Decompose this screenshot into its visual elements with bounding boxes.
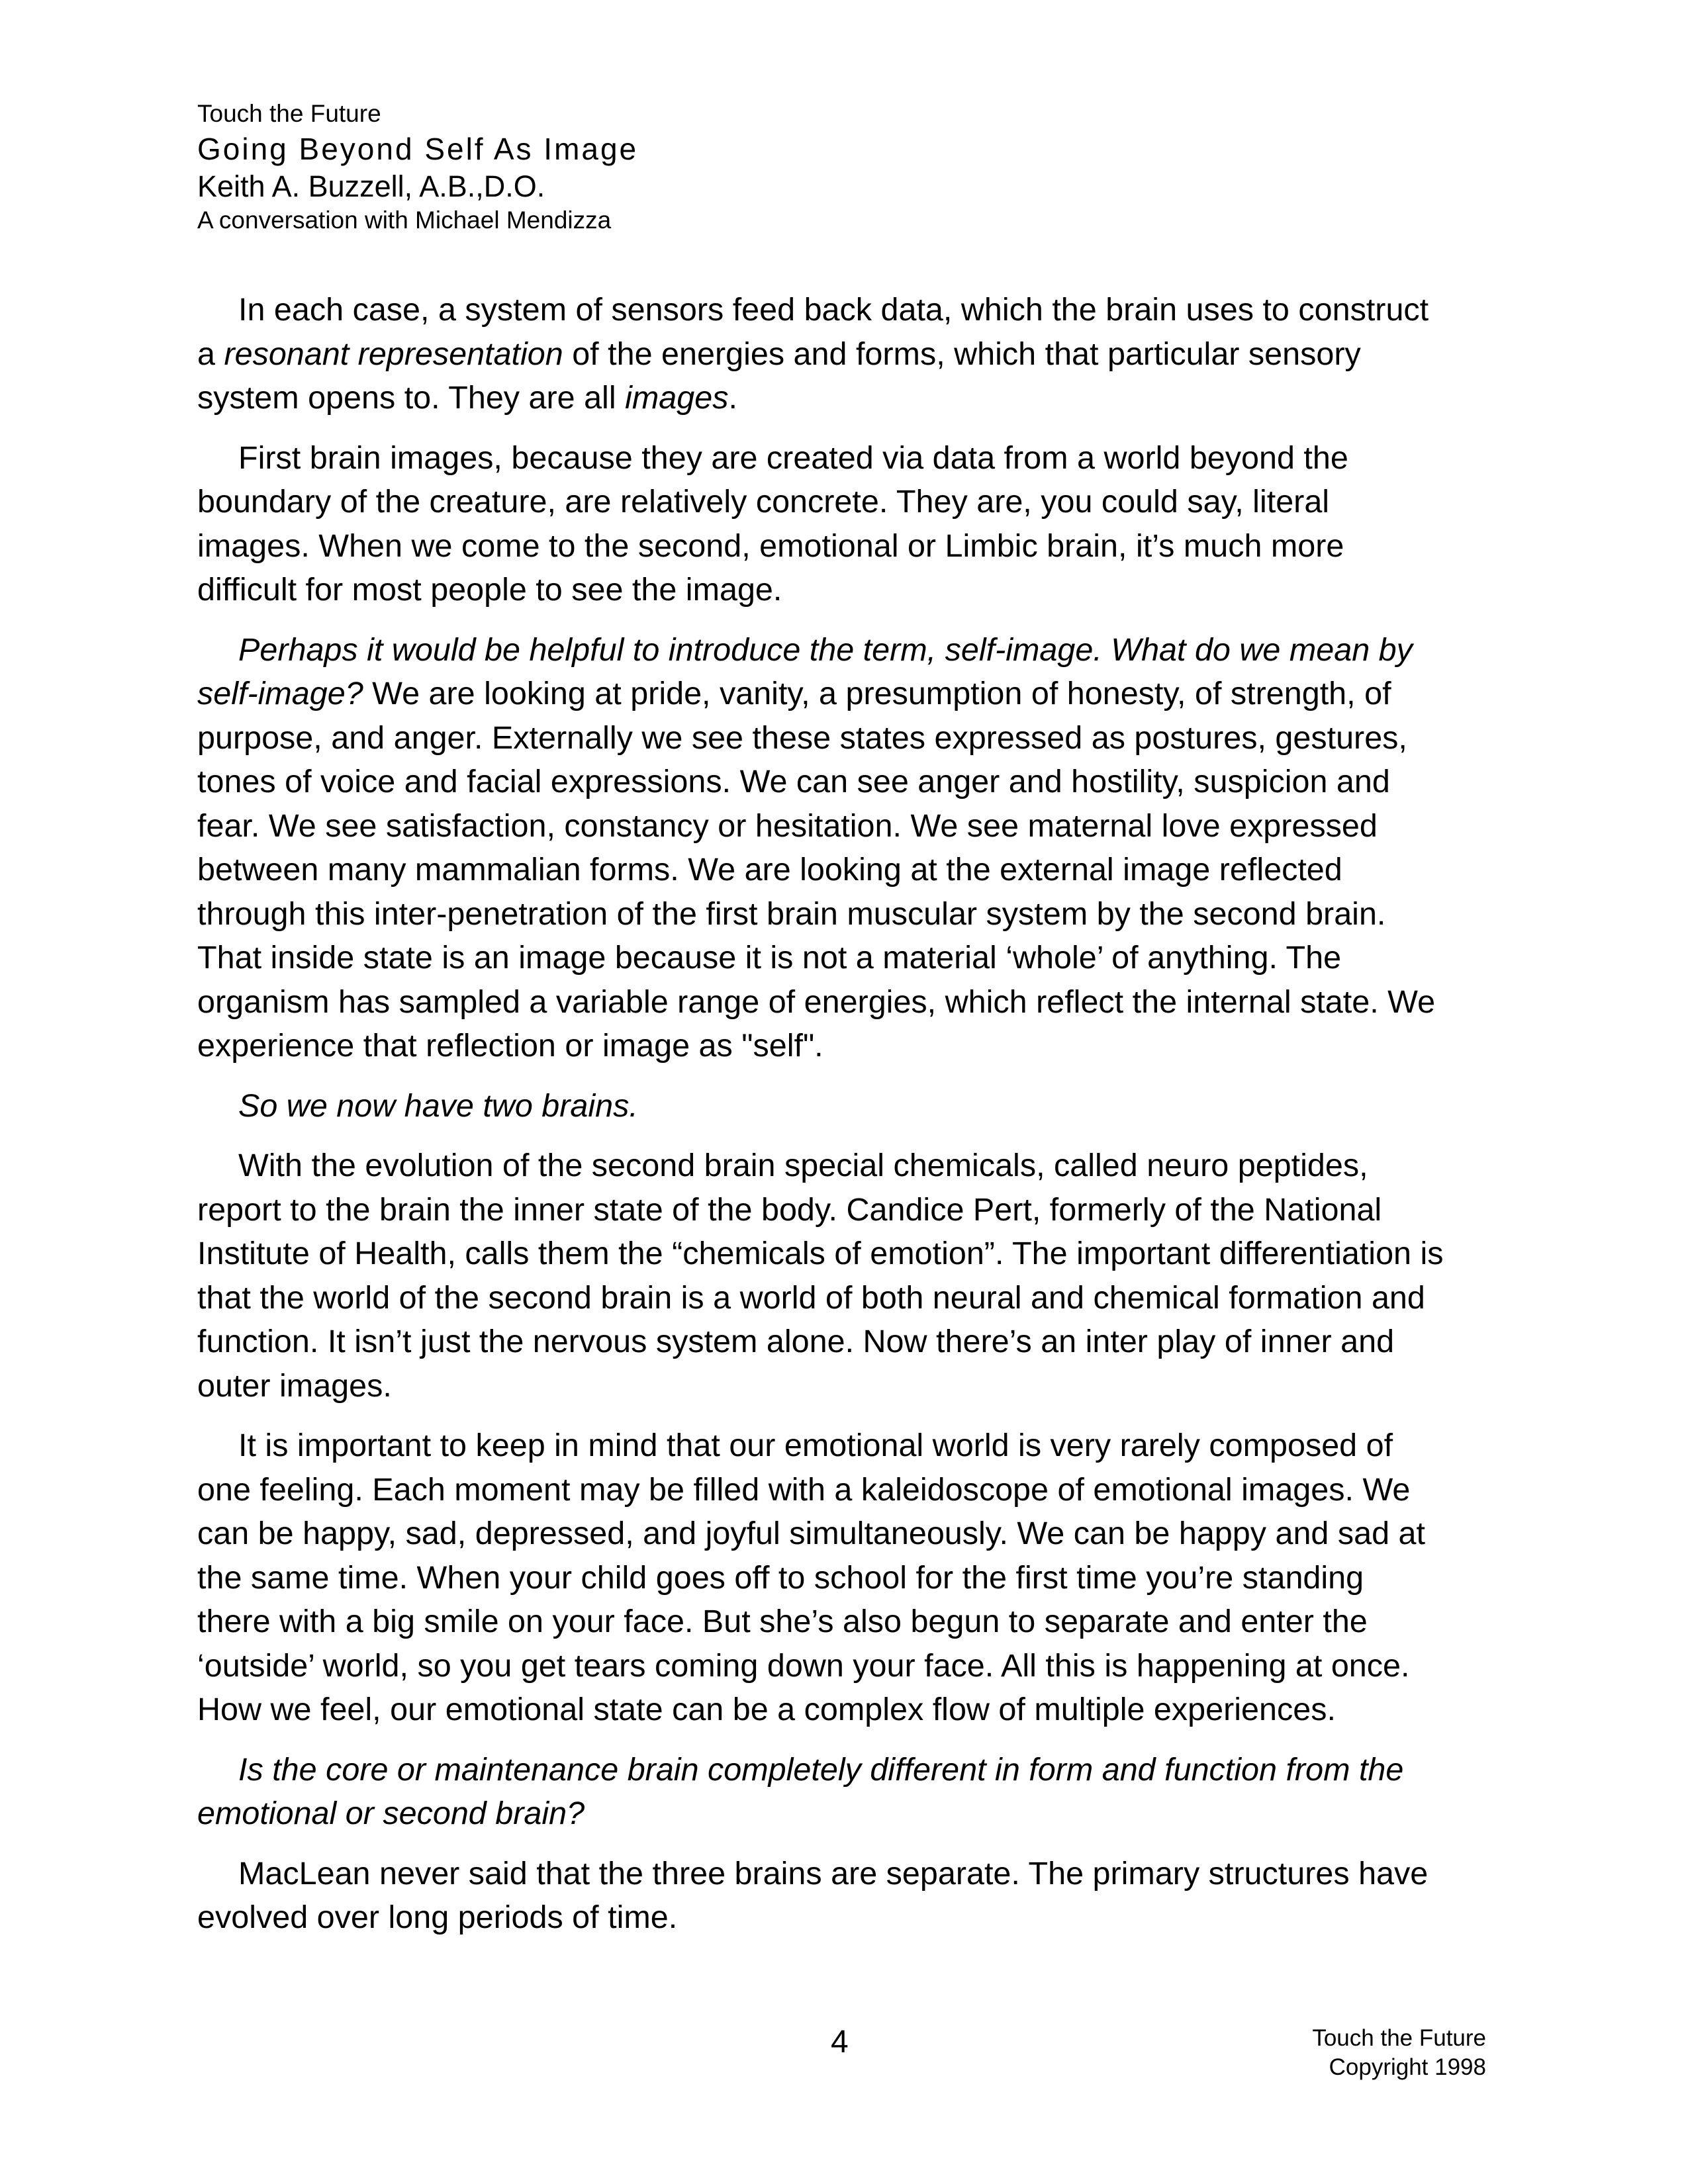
interviewer-question <box>197 1084 1495 1128</box>
footer-copyright: Copyright 1998 <box>1329 2054 1486 2080</box>
paragraph-line: First brain images, because they are created via data from a world beyond the <box>238 439 1348 476</box>
paragraph-line: With the evolution of the second brain special chemicals, called neuro peptides, <box>238 1148 1368 1183</box>
text-segment: a <box>197 336 224 372</box>
header-publication: Touch the Future <box>197 100 381 127</box>
article-title: Going Beyond Self As Image <box>197 132 639 166</box>
paragraph-line: one feeling. Each moment may be filled with a kaleidoscope of emotional images. We <box>197 1471 1411 1508</box>
page-number: 4 <box>831 2025 849 2060</box>
paragraph-line: the same time. When your child goes off to school for the first time you’re standing <box>197 1559 1364 1596</box>
paragraph-2 <box>197 436 1495 612</box>
paragraph-line: tones of voice and facial expressions. We can see anger and hostility, suspicion and <box>197 764 1390 799</box>
document-header <box>197 98 638 236</box>
paragraph-line <box>197 376 1495 420</box>
paragraph-line: ‘outside’ world, so you get tears coming down your face. All this is happening at once. <box>197 1647 1410 1684</box>
text-segment: . <box>728 380 737 416</box>
paragraph-line: Is the core or maintenance brain completely different in form and function from the <box>238 1751 1404 1788</box>
paragraph-line: organism has sampled a variable range of energies, which reflect the internal state. We <box>197 983 1436 1020</box>
paragraph-line: there with a big smile on your face. But she’s also begun to separate and enter the <box>197 1604 1368 1639</box>
paragraph-line: can be happy, sad, depressed, and joyful simultaneously. We can be happy and sad at <box>197 1516 1425 1551</box>
paragraph-line: In each case, a system of sensors feed back data, which the brain uses to construct <box>238 292 1429 328</box>
paragraph-line: MacLean never said that the three brains are separate. The primary structures have <box>238 1855 1429 1891</box>
paragraph-line: purpose, and anger. Externally we see these states expressed as postures, gestures, <box>197 719 1407 756</box>
paragraph-3 <box>197 628 1495 1068</box>
paragraph-line: function. It isn’t just the nervous system alone. Now there’s an inter play of inner and <box>197 1324 1395 1359</box>
paragraph-line <box>197 672 1495 716</box>
footer-credit <box>1312 2024 1486 2082</box>
paragraph-line: It is important to keep in mind that our emotional world is very rarely composed of <box>238 1428 1393 1463</box>
article-body <box>197 288 1495 1956</box>
paragraph-line: experience that reflection or image as "self". <box>197 1028 823 1064</box>
footer-publication: Touch the Future <box>1312 2025 1486 2051</box>
paragraph-line: So we now have two brains. <box>238 1087 638 1124</box>
article-author: Keith A. Buzzell, A.B.,D.O. <box>197 169 545 203</box>
paragraph-line: images. When we come to the second, emotional or Limbic brain, it’s much more <box>197 527 1344 564</box>
paragraph-line: evolved over long periods of time. <box>197 1899 678 1935</box>
interviewer-question-line: Perhaps it would be helpful to introduce the term, self-image. What do we mean by <box>238 631 1413 668</box>
paragraph-8 <box>197 1852 1495 1940</box>
emphasis-images: images <box>625 380 729 416</box>
text-segment: We are looking at pride, vanity, a presumption of honesty, of strength, of <box>363 676 1391 711</box>
paragraph-line: between many mammalian forms. We are looking at the external image reflected <box>197 852 1342 887</box>
paragraph-line: How we feel, our emotional state can be a complex flow of multiple experiences. <box>197 1692 1336 1727</box>
article-conversation: A conversation with Michael Mendizza <box>197 206 612 234</box>
paragraph-line <box>197 332 1495 377</box>
interviewer-question-fragment: self-image? <box>197 676 363 711</box>
text-segment: system opens to. They are all <box>197 380 626 416</box>
paragraph-line: through this inter-penetration of the first brain muscular system by the second brain. <box>197 895 1386 932</box>
paragraph-line: report to the brain the inner state of the body. Candice Pert, formerly of the National <box>197 1191 1382 1228</box>
paragraph-6 <box>197 1424 1495 1732</box>
paragraph-line: difficult for most people to see the image. <box>197 572 782 608</box>
paragraph-line: that the world of the second brain is a world of both neural and chemical formation and <box>197 1279 1425 1316</box>
paragraph-line: That inside state is an image because it is not a material ‘whole’ of anything. The <box>197 940 1342 976</box>
text-segment: of the energies and forms, which that particular sensory <box>563 336 1361 372</box>
emphasis-resonant-representation: resonant representation <box>224 336 563 372</box>
paragraph-line: boundary of the creature, are relatively concrete. They are, you could say, literal <box>197 484 1330 520</box>
paragraph-5 <box>197 1144 1495 1408</box>
paragraph-line: outer images. <box>197 1367 392 1404</box>
paragraph-line: fear. We see satisfaction, constancy or hesitation. We see maternal love expressed <box>197 807 1378 844</box>
paragraph-line: Institute of Health, calls them the “chemicals of emotion”. The important differentiation is <box>197 1236 1444 1271</box>
paragraph-line: emotional or second brain? <box>197 1796 585 1831</box>
interviewer-question <box>197 1748 1495 1836</box>
paragraph-1 <box>197 288 1495 420</box>
